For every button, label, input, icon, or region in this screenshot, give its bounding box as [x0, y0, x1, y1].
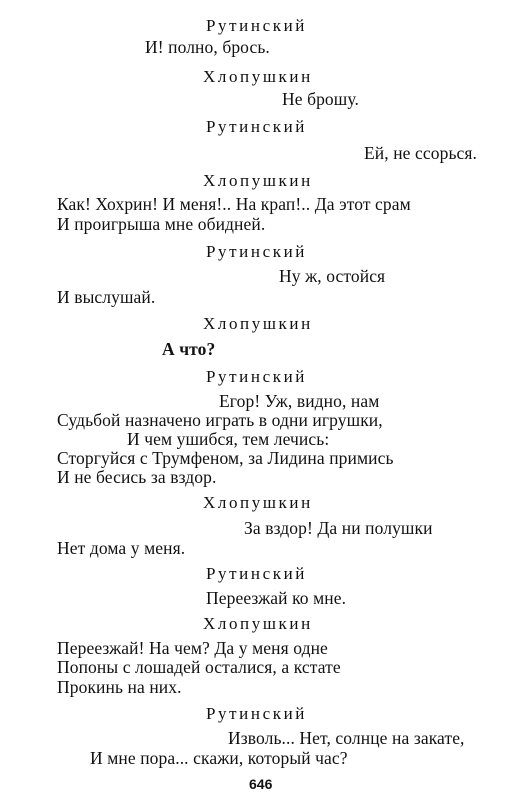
verse-line: Судьбой назначено играть в одни игрушки, — [57, 410, 383, 430]
verse-line: Нет дома у меня. — [57, 538, 186, 558]
page-number: 646 — [249, 776, 273, 792]
speaker-name: Рутинский — [206, 16, 307, 35]
verse-line: Попоны с лошадей осталися, а кстате — [57, 657, 341, 677]
verse-line: За вздор! Да ни полушки — [244, 518, 433, 538]
verse-line: А что? — [162, 339, 216, 359]
speaker-name: Рутинский — [206, 242, 307, 261]
verse-line: Прокинь на них. — [57, 677, 182, 697]
speaker-name: Рутинский — [206, 367, 307, 386]
speaker-name: Хлопушкин — [203, 67, 313, 86]
speaker-name: Хлопушкин — [203, 171, 313, 190]
verse-line: И чем ушибся, тем лечись: — [127, 429, 330, 449]
verse-line: Переезжай! На чем? Да у меня одне — [57, 638, 328, 658]
verse-line: Егор! Уж, видно, нам — [219, 391, 380, 411]
verse-line: Не брошу. — [282, 89, 359, 109]
verse-line: Ей, не ссорься. — [364, 143, 478, 163]
verse-line: Ну ж, остойся — [279, 266, 386, 286]
speaker-name: Хлопушкин — [203, 493, 313, 512]
verse-line: И не бесись за вздор. — [57, 467, 217, 487]
verse-line: И! полно, брось. — [145, 37, 270, 57]
verse-line: И мне пора... скажи, который час? — [90, 748, 348, 768]
speaker-name: Хлопушкин — [203, 614, 313, 633]
speaker-name: Рутинский — [206, 564, 307, 583]
verse-line: Изволь... Нет, солнце на закате, — [228, 728, 465, 748]
verse-line: Переезжай ко мне. — [206, 588, 347, 608]
speaker-name: Рутинский — [206, 704, 307, 723]
verse-line: Сторгуйся с Трумфеном, за Лидина примись — [57, 448, 394, 468]
verse-line: И выслушай. — [57, 287, 156, 307]
speaker-name: Рутинский — [206, 117, 307, 136]
speaker-name: Хлопушкин — [203, 314, 313, 333]
verse-line: Как! Хохрин! И меня!.. На крап!.. Да этот срам — [57, 194, 411, 214]
verse-line: И проигрыша мне обидней. — [57, 214, 266, 234]
